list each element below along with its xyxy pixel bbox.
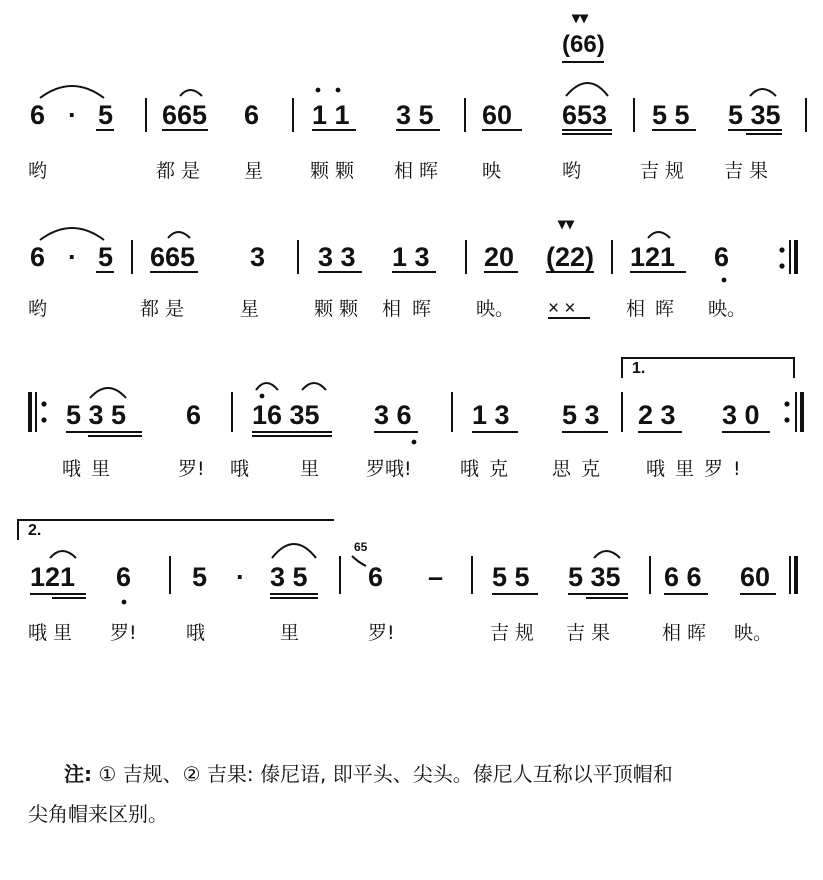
lyric: 罗哦! bbox=[366, 458, 412, 480]
note: 5 5 bbox=[492, 562, 530, 592]
note: 60 bbox=[482, 100, 513, 130]
lyric: 哦里 bbox=[28, 622, 79, 644]
footnote bbox=[28, 760, 673, 788]
lyric: 哦 bbox=[230, 458, 250, 480]
lyric: 哟 bbox=[28, 298, 48, 320]
note: 121 bbox=[630, 242, 676, 272]
note-dot: · bbox=[68, 242, 77, 272]
note: 3 5 bbox=[270, 562, 308, 592]
note: 5 bbox=[192, 562, 208, 592]
lyric: 相 bbox=[382, 298, 402, 320]
note: 60 bbox=[740, 562, 771, 592]
lyric: 里 bbox=[300, 458, 320, 480]
note: 5 bbox=[98, 100, 114, 130]
note: 5 3 5 bbox=[66, 400, 127, 430]
note: 3 6 bbox=[374, 400, 412, 430]
note: 3 5 bbox=[396, 100, 434, 130]
note: 1 1 bbox=[312, 100, 350, 130]
lyric: 哟 bbox=[562, 160, 582, 182]
note: 20 bbox=[484, 242, 515, 272]
lyric: 晖 bbox=[412, 298, 432, 320]
lyric: 里 bbox=[280, 622, 300, 644]
note: 6 bbox=[244, 100, 260, 130]
note: 16 35 bbox=[252, 400, 320, 430]
lyric: 颗颗 bbox=[314, 298, 365, 320]
lyric: 都是 bbox=[140, 298, 191, 320]
lyric: 吉规 bbox=[490, 622, 541, 644]
lyric: 哦里 bbox=[62, 458, 121, 480]
grace-note: 65 bbox=[354, 540, 368, 554]
lyric: 映。 bbox=[476, 298, 515, 320]
footnote-continued: 尖角帽来区别。 bbox=[28, 802, 168, 826]
lyric: 映。 bbox=[734, 622, 773, 644]
note: 6 bbox=[368, 562, 384, 592]
lyric: 映。 bbox=[708, 298, 747, 320]
lyric: 罗! bbox=[368, 622, 395, 644]
note: 3 0 bbox=[722, 400, 760, 430]
note: 665 bbox=[162, 100, 208, 130]
note-dot: · bbox=[68, 100, 77, 130]
note: 3 3 bbox=[318, 242, 356, 272]
note: 6 bbox=[186, 400, 202, 430]
bracket-annotation: (66) bbox=[562, 31, 605, 58]
lyric: 罗! bbox=[110, 622, 137, 644]
note: 121 bbox=[30, 562, 76, 592]
lyric: 颗颗 bbox=[310, 160, 361, 182]
note: 2 3 bbox=[638, 400, 676, 430]
lyric: 映 bbox=[482, 160, 502, 182]
volta-label: 2. bbox=[28, 522, 42, 539]
note: 6 6 bbox=[664, 562, 702, 592]
note: 5 35 bbox=[568, 562, 621, 592]
note: 6 bbox=[30, 242, 46, 272]
note: 5 5 bbox=[652, 100, 690, 130]
lyric: 哟 bbox=[28, 160, 48, 182]
lyric: 哦 bbox=[186, 622, 206, 644]
footnote-label: 注: bbox=[64, 762, 92, 786]
volta-label: 1. bbox=[632, 360, 646, 377]
lyric: 星 bbox=[244, 160, 264, 182]
lyric: 哦里罗! bbox=[646, 458, 751, 480]
lyric: 吉果 bbox=[724, 160, 775, 182]
note: 3 bbox=[250, 242, 266, 272]
lyric: 哦克 bbox=[460, 458, 519, 480]
lyric: 思克 bbox=[552, 458, 611, 480]
footnote-text: ① 吉规、② 吉果: 傣尼语, 即平头、尖头。傣尼人互称以平顶帽和 bbox=[92, 762, 673, 786]
note: 6 bbox=[30, 100, 46, 130]
accent-mark: ▾▾ bbox=[558, 216, 575, 233]
lyric: 吉规 bbox=[640, 160, 691, 182]
note: 1 3 bbox=[392, 242, 430, 272]
lyric: 星 bbox=[240, 298, 260, 320]
lyric: 相晖 bbox=[662, 622, 713, 644]
lyric: × × bbox=[548, 298, 576, 319]
note: 665 bbox=[150, 242, 196, 272]
note: 5 3 bbox=[562, 400, 600, 430]
lyric: 吉果 bbox=[566, 622, 617, 644]
lyric: 都是 bbox=[156, 160, 207, 182]
lyric: 相晖 bbox=[394, 160, 445, 182]
note: 1 3 bbox=[472, 400, 510, 430]
note: 653 bbox=[562, 100, 608, 130]
accent-mark: ▾▾ bbox=[572, 10, 589, 27]
note: 6 bbox=[714, 242, 730, 272]
note: 5 bbox=[98, 242, 114, 272]
note: 6 bbox=[116, 562, 132, 592]
note: 5 35 bbox=[728, 100, 781, 130]
note: (22) bbox=[546, 242, 595, 272]
note: – bbox=[428, 562, 444, 592]
note-dot: · bbox=[236, 562, 245, 592]
lyric: 罗! bbox=[178, 458, 205, 480]
lyric: 相晖 bbox=[626, 298, 685, 320]
